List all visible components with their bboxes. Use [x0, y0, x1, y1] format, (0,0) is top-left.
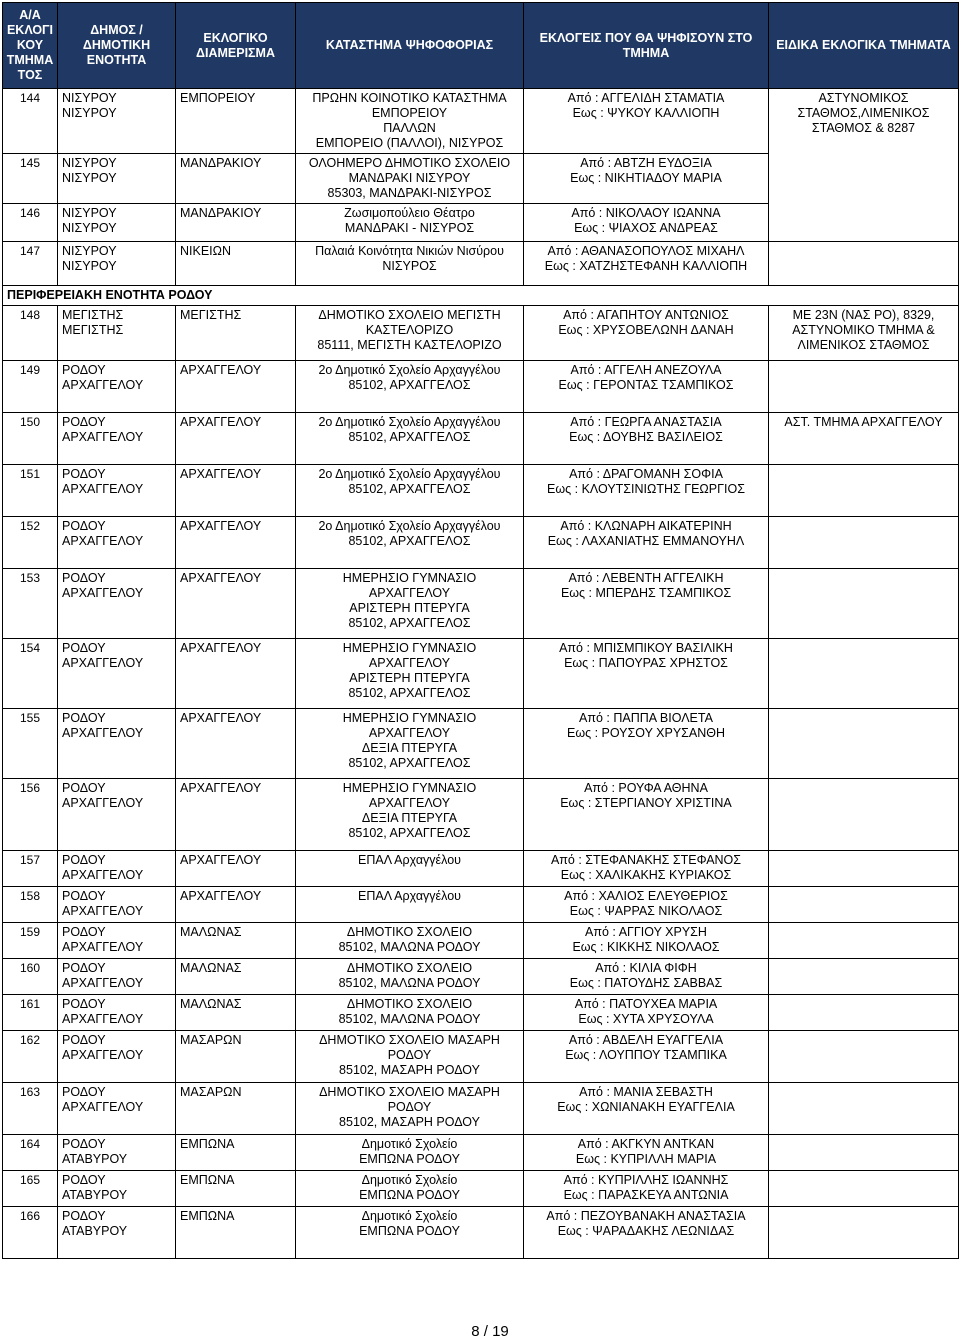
venue-cell [296, 709, 524, 779]
text-line: 85102, ΜΑΣΑΡΗ ΡΟΔΟΥ [339, 1063, 480, 1077]
text-line: ΡΟΔΟΥ [62, 1137, 106, 1151]
voters-cell [524, 1083, 769, 1135]
text-line: Εως : ΓΕΡΟΝΤΑΣ ΤΣΑΜΠΙΚΟΣ [558, 378, 734, 392]
text-line: 85102, ΜΑΛΩΝΑ ΡΟΔΟΥ [338, 940, 481, 954]
row-number: 154 [3, 639, 58, 709]
text-line: ΑΡΧΑΓΓΕΛΟΥ [62, 1100, 144, 1114]
venue-cell: ΟΛΟΗΜΕΡΟ ΔΗΜΟΤΙΚΟ ΣΧΟΛΕΙΟ ΜΑΝΔΡΑΚΙ ΝΙΣΥΡΟΥ 85303, ΜΑΝΔΡΑΚΙ-ΝΙΣΥΡΟΣ [296, 154, 524, 204]
text-line: ΔΕΞΙΑ ΠΤΕΡΥΓΑ [361, 811, 458, 825]
text-line: ΕΜΠΩΝΑ ΡΟΔΟΥ [359, 1188, 460, 1202]
venue-cell [296, 959, 524, 995]
venue-cell [296, 1031, 524, 1083]
table-row [3, 779, 959, 851]
text-line: ΡΟΔΟΥ [62, 519, 106, 533]
table-row [3, 923, 959, 959]
special-cell [769, 569, 959, 639]
text-line: Εως : ΠΑΤΟΥΔΗΣ ΣΑΒΒΑΣ [569, 976, 723, 990]
text-line: ΕΜΠΩΝΑ ΡΟΔΟΥ [359, 1224, 460, 1238]
municipality-cell [58, 887, 176, 923]
row-number: 166 [3, 1207, 58, 1259]
voters-cell [524, 923, 769, 959]
row-number: 150 [3, 413, 58, 465]
text-line: Από : ΠΕΖΟΥΒΑΝΑΚΗ ΑΝΑΣΤΑΣΙΑ [546, 1209, 746, 1223]
text-line: ΑΡΧΑΓΓΕΛΟΥ [368, 726, 451, 740]
row-number: 153 [3, 569, 58, 639]
row-number: 148 [3, 306, 58, 361]
text-line: ΔΕΞΙΑ ΠΤΕΡΥΓΑ [361, 741, 458, 755]
voters-cell: Από : ΝΙΚΟΛΑΟΥ ΙΩΑΝΝΑ Εως : ΨΙΑΧΟΣ ΑΝΔΡΕΑΣ [524, 204, 769, 242]
text-line: 85102, ΑΡΧΑΓΓΕΛΟΣ [348, 826, 471, 840]
district-cell: ΑΡΧΑΓΓΕΛΟΥ [176, 639, 296, 709]
voters-cell: Από : ΑΒΤΖΗ ΕΥΔΟΞΙΑ Εως : ΝΙΚΗΤΙΑΔΟΥ ΜΑΡΙΑ [524, 154, 769, 204]
text-line: Από : ΚΙΛΙΑ ΦΙΦΗ [595, 961, 697, 975]
district-cell: ΑΡΧΑΓΓΕΛΟΥ [176, 517, 296, 569]
text-line: Από : ΔΡΑΓΟΜΑΝΗ ΣΟΦΙΑ [569, 467, 723, 481]
district-cell: ΝΙΚΕΙΩΝ [176, 242, 296, 286]
table-row [3, 1171, 959, 1207]
region-row [3, 286, 959, 306]
table-row [3, 413, 959, 465]
text-line: ΔΗΜΟΤΙΚΟ ΣΧΟΛΕΙΟ ΜΑΣΑΡΗ [319, 1033, 500, 1047]
header-special: ΕΙΔΙΚΑ ΕΚΛΟΓΙΚΑ ΤΜΗΜΑΤΑ [769, 3, 959, 89]
text-line: Εως : ΣΤΕΡΓΙΑΝΟΥ ΧΡΙΣΤΙΝΑ [560, 796, 732, 810]
text-line: ΡΟΔΟΥ [62, 961, 106, 975]
district-cell: ΑΡΧΑΓΓΕΛΟΥ [176, 465, 296, 517]
municipality-cell: ΜΕΓΙΣΤΗΣ ΜΕΓΙΣΤΗΣ [58, 306, 176, 361]
voters-cell [524, 851, 769, 887]
row-number: 164 [3, 1135, 58, 1171]
district-cell: ΑΡΧΑΓΓΕΛΟΥ [176, 779, 296, 851]
row-number: 161 [3, 995, 58, 1031]
text-line: ΑΡΧΑΓΓΕΛΟΥ [62, 482, 144, 496]
district-cell: ΜΑΛΩΝΑΣ [176, 959, 296, 995]
text-line: Από : ΜΠΙΣΜΠΙΚΟΥ ΒΑΣΙΛΙΚΗ [559, 641, 733, 655]
text-line: ΑΡΧΑΓΓΕΛΟΥ [62, 726, 144, 740]
municipality-cell [58, 639, 176, 709]
text-line: Από : ΚΥΠΡΙΛΛΗΣ ΙΩΑΝΝΗΣ [563, 1173, 729, 1187]
voters-cell [524, 1031, 769, 1083]
special-cell [769, 995, 959, 1031]
text-line: Από : ΧΑΛΙΟΣ ΕΛΕΥΘΕΡΙΟΣ [564, 889, 728, 903]
text-line: ΑΡΧΑΓΓΕΛΟΥ [62, 656, 144, 670]
table-row [3, 1135, 959, 1171]
venue-cell [296, 1207, 524, 1259]
text-line: Από : ΚΛΩΝΑΡΗ ΑΙΚΑΤΕΡΙΝΗ [560, 519, 732, 533]
text-line: ΑΡΙΣΤΕΡΗ ΠΤΕΡΥΓΑ [349, 601, 470, 615]
text-line: 85102, ΑΡΧΑΓΓΕΛΟΣ [348, 430, 471, 444]
text-line: Εως : ΠΑΡΑΣΚΕΥΑ ΑΝΤΩΝΙΑ [563, 1188, 729, 1202]
text-line: ΡΟΔΟΥ [62, 889, 106, 903]
row-number: 160 [3, 959, 58, 995]
special-cell [769, 1031, 959, 1083]
text-line: 2ο Δημοτικό Σχολείο Αρχαγγέλου [318, 519, 501, 533]
text-line: ΗΜΕΡΗΣΙΟ ΓΥΜΝΑΣΙΟ [342, 711, 477, 725]
municipality-cell [58, 779, 176, 851]
municipality-cell [58, 1083, 176, 1135]
region-label: ΠΕΡΙΦΕΡΕΙΑΚΗ ΕΝΟΤΗΤΑ ΡΟΔΟΥ [3, 286, 959, 306]
text-line: Εως : ΛΑΧΑΝΙΑΤΗΣ ΕΜΜΑΝΟΥΗΛ [547, 534, 745, 548]
district-cell: ΕΜΠΩΝΑ [176, 1135, 296, 1171]
district-cell: ΜΑΣΑΡΩΝ [176, 1031, 296, 1083]
table-row [3, 887, 959, 923]
voters-cell [524, 779, 769, 851]
row-number: 158 [3, 887, 58, 923]
text-line: ΔΗΜΟΤΙΚΟ ΣΧΟΛΕΙΟ [346, 997, 473, 1011]
text-line: ΡΟΔΟΥ [62, 1085, 106, 1099]
municipality-cell: ΝΙΣΥΡΟΥ ΝΙΣΥΡΟΥ [58, 154, 176, 204]
text-line: Εως : ΠΑΠΟΥΡΑΣ ΧΡΗΣΤΟΣ [564, 656, 728, 670]
row-number: 151 [3, 465, 58, 517]
row-number: 149 [3, 361, 58, 413]
voters-cell [524, 639, 769, 709]
text-line: 85102, ΑΡΧΑΓΓΕΛΟΣ [348, 616, 471, 630]
text-line: ΑΡΧΑΓΓΕΛΟΥ [62, 586, 144, 600]
text-line: ΑΡΧΑΓΓΕΛΟΥ [62, 534, 144, 548]
text-line: ΗΜΕΡΗΣΙΟ ΓΥΜΝΑΣΙΟ [342, 571, 477, 585]
special-cell [769, 1207, 959, 1259]
venue-cell [296, 517, 524, 569]
table-row [3, 709, 959, 779]
district-cell: ΜΑΛΩΝΑΣ [176, 923, 296, 959]
municipality-cell [58, 959, 176, 995]
text-line: Από : ΡΟΥΦΑ ΑΘΗΝΑ [584, 781, 708, 795]
table-row [3, 995, 959, 1031]
text-line: ΑΡΧΑΓΓΕΛΟΥ [62, 976, 144, 990]
text-line: ΡΟΔΟΥ [62, 1209, 106, 1223]
row-number: 146 [3, 204, 58, 242]
text-line: ΑΡΧΑΓΓΕΛΟΥ [62, 904, 144, 918]
page-number: 8 / 19 [471, 1323, 509, 1340]
district-cell: ΑΡΧΑΓΓΕΛΟΥ [176, 851, 296, 887]
text-line: 85102, ΑΡΧΑΓΓΕΛΟΣ [348, 482, 471, 496]
venue-cell [296, 361, 524, 413]
municipality-cell [58, 465, 176, 517]
text-line: ΡΟΔΟΥ [62, 997, 106, 1011]
municipality-cell [58, 923, 176, 959]
text-line: Εως : ΚΥΠΡΙΛΛΗ ΜΑΡΙΑ [575, 1152, 717, 1166]
district-cell: ΜΑΝΔΡΑΚΙΟΥ [176, 204, 296, 242]
text-line: 85102, ΑΡΧΑΓΓΕΛΟΣ [348, 378, 471, 392]
venue-cell: ΔΗΜΟΤΙΚΟ ΣΧΟΛΕΙΟ ΜΕΓΙΣΤΗ ΚΑΣΤΕΛΟΡΙΖΟ 85111, ΜΕΓΙΣΤΗ ΚΑΣΤΕΛΟΡΙΖΟ [296, 306, 524, 361]
table-row [3, 242, 959, 286]
text-line: Από : ΓΕΩΡΓΑ ΑΝΑΣΤΑΣΙΑ [570, 415, 722, 429]
text-line: ΡΟΔΟΥ [62, 1033, 106, 1047]
venue-cell [296, 851, 524, 887]
venue-cell [296, 413, 524, 465]
municipality-cell [58, 1031, 176, 1083]
header-district: ΕΚΛΟΓΙΚΟ ΔΙΑΜΕΡΙΣΜΑ [176, 3, 296, 89]
header-voters: ΕΚΛΟΓΕΙΣ ΠΟΥ ΘΑ ΨΗΦΙΣΟΥΝ ΣΤΟ ΤΜΗΜΑ [524, 3, 769, 89]
table-row [3, 851, 959, 887]
table-row [3, 569, 959, 639]
row-number: 147 [3, 242, 58, 286]
text-line: Εως : ΛΟΥΠΠΟΥ ΤΣΑΜΠΙΚΑ [565, 1048, 727, 1062]
text-line: ΑΡΧΑΓΓΕΛΟΥ [62, 430, 144, 444]
table-row [3, 639, 959, 709]
municipality-cell [58, 1135, 176, 1171]
voters-cell [524, 995, 769, 1031]
district-cell: ΜΑΣΑΡΩΝ [176, 1083, 296, 1135]
venue-cell [296, 639, 524, 709]
venue-cell: Ζωσιμοπούλειο Θέατρο ΜΑΝΔΡΑΚΙ - ΝΙΣΥΡΟΣ [296, 204, 524, 242]
row-number: 157 [3, 851, 58, 887]
venue-cell [296, 995, 524, 1031]
municipality-cell [58, 413, 176, 465]
text-line: Από : ΣΤΕΦΑΝΑΚΗΣ ΣΤΕΦΑΝΟΣ [550, 853, 742, 867]
text-line: ΡΟΔΟΥ [62, 781, 106, 795]
municipality-cell [58, 517, 176, 569]
special-cell: ΜΕ 23Ν (ΝΑΣ ΡΟ), 8329, ΑΣΤΥΝΟΜΙΚΟ ΤΜΗΜΑ & ΛΙΜΕΝΙΚΟΣ ΣΤΑΘΜΟΣ [769, 306, 959, 361]
text-line: ΡΟΔΟΥ [387, 1048, 432, 1062]
venue-cell [296, 1083, 524, 1135]
text-line: Από : ΑΓΓΕΛΗ ΑΝΕΖΟΥΛΑ [570, 363, 722, 377]
special-cell [769, 779, 959, 851]
row-number: 145 [3, 154, 58, 204]
voters-cell [524, 1207, 769, 1259]
table-row [3, 1031, 959, 1083]
district-cell: ΕΜΠΩΝΑ [176, 1207, 296, 1259]
venue-cell [296, 887, 524, 923]
municipality-cell [58, 709, 176, 779]
text-line: ΑΡΧΑΓΓΕΛΟΥ [368, 796, 451, 810]
table-row [3, 361, 959, 413]
row-number: 163 [3, 1083, 58, 1135]
voters-cell [524, 569, 769, 639]
municipality-cell: ΝΙΣΥΡΟΥ ΝΙΣΥΡΟΥ [58, 204, 176, 242]
text-line: 85102, ΜΑΣΑΡΗ ΡΟΔΟΥ [339, 1115, 480, 1129]
header-aa: Α/Α ΕΚΛΟΓΙ ΚΟΥ ΤΜΗΜΑ ΤΟΣ [3, 3, 58, 89]
text-line: Εως : ΨΑΡΑΔΑΚΗΣ ΛΕΩΝΙΔΑΣ [557, 1224, 735, 1238]
voters-cell [524, 1171, 769, 1207]
text-line: ΑΡΧΑΓΓΕΛΟΥ [62, 1048, 144, 1062]
municipality-cell [58, 569, 176, 639]
text-line: ΡΟΔΟΥ [62, 853, 106, 867]
table-row [3, 465, 959, 517]
text-line: Από : ΠΑΤΟΥΧΕΑ ΜΑΡΙΑ [574, 997, 718, 1011]
venue-cell [296, 569, 524, 639]
text-line: Δημοτικό Σχολείο [361, 1137, 458, 1151]
text-line: 85102, ΑΡΧΑΓΓΕΛΟΣ [348, 756, 471, 770]
text-line: Εως : ΨΑΡΡΑΣ ΝΙΚΟΛΑΟΣ [569, 904, 723, 918]
text-line: 85102, ΑΡΧΑΓΓΕΛΟΣ [348, 686, 471, 700]
row-number: 156 [3, 779, 58, 851]
special-cell [769, 887, 959, 923]
venue-cell [296, 923, 524, 959]
voters-cell: Από : ΑΓΑΠΗΤΟΥ ΑΝΤΩΝΙΟΣ Εως : ΧΡΥΣΟΒΕΛΩΝΗ ΔΑΝΑΗ [524, 306, 769, 361]
text-line: ΑΤΑΒΥΡΟΥ [62, 1188, 128, 1202]
text-line: ΡΟΔΟΥ [62, 711, 106, 725]
text-line: 85102, ΜΑΛΩΝΑ ΡΟΔΟΥ [338, 1012, 481, 1026]
text-line: ΡΟΔΟΥ [62, 571, 106, 585]
text-line: Δημοτικό Σχολείο [361, 1173, 458, 1187]
table-row [3, 1207, 959, 1259]
text-line: ΡΟΔΟΥ [62, 1173, 106, 1187]
polling-stations-table [2, 2, 959, 1259]
municipality-cell [58, 995, 176, 1031]
table-row [3, 959, 959, 995]
text-line: ΕΠΑΛ Αρχαγγέλου [358, 889, 461, 903]
text-line: ΡΟΔΟΥ [387, 1100, 432, 1114]
text-line: Εως : ΡΟΥΣΟΥ ΧΡΥΣΑΝΘΗ [566, 726, 726, 740]
municipality-cell: ΝΙΣΥΡΟΥ ΝΙΣΥΡΟΥ [58, 89, 176, 154]
text-line: ΑΡΧΑΓΓΕΛΟΥ [62, 868, 144, 882]
venue-cell [296, 465, 524, 517]
table-row [3, 89, 959, 154]
text-line: Από : ΜΑΝΙΑ ΣΕΒΑΣΤΗ [579, 1085, 713, 1099]
district-cell: ΕΜΠΟΡΕΙΟΥ [176, 89, 296, 154]
municipality-cell: ΝΙΣΥΡΟΥ ΝΙΣΥΡΟΥ [58, 242, 176, 286]
text-line: ΑΡΙΣΤΕΡΗ ΠΤΕΡΥΓΑ [349, 671, 470, 685]
voters-cell [524, 517, 769, 569]
text-line: ΡΟΔΟΥ [62, 363, 106, 377]
text-line: 85102, ΜΑΛΩΝΑ ΡΟΔΟΥ [338, 976, 481, 990]
text-line: Εως : ΧΩΝΙΑΝΑΚΗ ΕΥΑΓΓΕΛΙΑ [557, 1100, 735, 1114]
text-line: ΕΠΑΛ Αρχαγγέλου [358, 853, 461, 867]
district-cell: ΜΑΛΩΝΑΣ [176, 995, 296, 1031]
special-cell [769, 361, 959, 413]
venue-cell: Παλαιά Κοινότητα Νικιών Νισύρου ΝΙΣΥΡΟΣ [296, 242, 524, 286]
special-cell [769, 465, 959, 517]
text-line: ΑΤΑΒΥΡΟΥ [62, 1224, 128, 1238]
row-number: 144 [3, 89, 58, 154]
row-number: 152 [3, 517, 58, 569]
municipality-cell [58, 851, 176, 887]
text-line: ΗΜΕΡΗΣΙΟ ΓΥΜΝΑΣΙΟ [342, 781, 477, 795]
venue-cell [296, 1135, 524, 1171]
special-cell [769, 1083, 959, 1135]
municipality-cell [58, 1171, 176, 1207]
row-number: 165 [3, 1171, 58, 1207]
header-municipality: ΔΗΜΟΣ / ΔΗΜΟΤΙΚΗ ΕΝΟΤΗΤΑ [58, 3, 176, 89]
text-line: 2ο Δημοτικό Σχολείο Αρχαγγέλου [318, 363, 501, 377]
text-line: Εως : ΚΛΟΥΤΣΙΝΙΩΤΗΣ ΓΕΩΡΓΙΟΣ [547, 482, 745, 496]
district-cell: ΜΑΝΔΡΑΚΙΟΥ [176, 154, 296, 204]
text-line: ΑΡΧΑΓΓΕΛΟΥ [62, 940, 144, 954]
special-cell: ΑΣΤ. ΤΜΗΜΑ ΑΡΧΑΓΓΕΛΟΥ [769, 413, 959, 465]
text-line: Από : ΑΒΔΕΛΗ ΕΥΑΓΓΕΛΙΑ [568, 1033, 724, 1047]
district-cell: ΑΡΧΑΓΓΕΛΟΥ [176, 413, 296, 465]
text-line: 2ο Δημοτικό Σχολείο Αρχαγγέλου [318, 467, 501, 481]
text-line: ΗΜΕΡΗΣΙΟ ΓΥΜΝΑΣΙΟ [342, 641, 477, 655]
municipality-cell [58, 361, 176, 413]
table-row [3, 1083, 959, 1135]
district-cell: ΜΕΓΙΣΤΗΣ [176, 306, 296, 361]
district-cell: ΕΜΠΩΝΑ [176, 1171, 296, 1207]
header-venue: ΚΑΤΑΣΤΗΜΑ ΨΗΦΟΦΟΡΙΑΣ [296, 3, 524, 89]
text-line: ΡΟΔΟΥ [62, 641, 106, 655]
special-cell [769, 959, 959, 995]
special-cell [769, 709, 959, 779]
text-line: ΑΡΧΑΓΓΕΛΟΥ [62, 1012, 144, 1026]
text-line: Από : ΑΚΓΚΥΝ ΑΝΤΚΑΝ [577, 1137, 715, 1151]
special-cell [769, 923, 959, 959]
special-cell [769, 639, 959, 709]
text-line: ΑΡΧΑΓΓΕΛΟΥ [368, 586, 451, 600]
special-cell [769, 242, 959, 286]
venue-cell [296, 779, 524, 851]
voters-cell [524, 465, 769, 517]
voters-cell [524, 959, 769, 995]
district-cell: ΑΡΧΑΓΓΕΛΟΥ [176, 887, 296, 923]
voters-cell [524, 413, 769, 465]
row-number: 162 [3, 1031, 58, 1083]
text-line: Από : ΑΓΓΙΟΥ ΧΡΥΣΗ [585, 925, 707, 939]
special-cell [769, 851, 959, 887]
special-cell [769, 1171, 959, 1207]
row-number: 155 [3, 709, 58, 779]
text-line: Εως : ΜΠΕΡΔΗΣ ΤΣΑΜΠΙΚΟΣ [560, 586, 732, 600]
table-row [3, 306, 959, 361]
district-cell: ΑΡΧΑΓΓΕΛΟΥ [176, 709, 296, 779]
district-cell: ΑΡΧΑΓΓΕΛΟΥ [176, 569, 296, 639]
voters-cell: Από : ΑΓΓΕΛΙΔΗ ΣΤΑΜΑΤΙΑ Εως : ΨΥΚΟΥ ΚΑΛΛΙΟΠΗ [524, 89, 769, 154]
text-line: Από : ΠΑΠΠΑ ΒΙΟΛΕΤΑ [579, 711, 713, 725]
text-line: ΑΡΧΑΓΓΕΛΟΥ [62, 796, 144, 810]
text-line: ΔΗΜΟΤΙΚΟ ΣΧΟΛΕΙΟ [346, 961, 473, 975]
voters-cell [524, 361, 769, 413]
text-line: Εως : ΧΑΛΙΚΑΚΗΣ ΚΥΡΙΑΚΟΣ [560, 868, 732, 882]
table-row [3, 517, 959, 569]
text-line: ΑΤΑΒΥΡΟΥ [62, 1152, 128, 1166]
venue-cell [296, 1171, 524, 1207]
text-line: ΔΗΜΟΤΙΚΟ ΣΧΟΛΕΙΟ [346, 925, 473, 939]
text-line: Δημοτικό Σχολείο [361, 1209, 458, 1223]
text-line: 2ο Δημοτικό Σχολείο Αρχαγγέλου [318, 415, 501, 429]
voters-cell [524, 887, 769, 923]
text-line: ΔΗΜΟΤΙΚΟ ΣΧΟΛΕΙΟ ΜΑΣΑΡΗ [319, 1085, 500, 1099]
text-line: ΡΟΔΟΥ [62, 415, 106, 429]
voters-cell [524, 1135, 769, 1171]
text-line: ΑΡΧΑΓΓΕΛΟΥ [62, 378, 144, 392]
text-line: Εως : ΧΥΤΑ ΧΡΥΣΟΥΛΑ [578, 1012, 714, 1026]
special-cell [769, 1135, 959, 1171]
special-cell [769, 517, 959, 569]
header-row [3, 3, 959, 89]
venue-cell: ΠΡΩΗΝ ΚΟΙΝΟΤΙΚΟ ΚΑΤΑΣΤΗΜΑ ΕΜΠΟΡΕΙΟΥ ΠΑΛΛΩΝ ΕΜΠΟΡΕΙΟ (ΠΑΛΛΟΙ), ΝΙΣΥΡΟΣ [296, 89, 524, 154]
text-line: ΡΟΔΟΥ [62, 467, 106, 481]
text-line: Εως : ΚΙΚΚΗΣ ΝΙΚΟΛΑΟΣ [572, 940, 720, 954]
text-line: ΑΡΧΑΓΓΕΛΟΥ [368, 656, 451, 670]
text-line: Εως : ΔΟΥΒΗΣ ΒΑΣΙΛΕΙΟΣ [569, 430, 723, 444]
municipality-cell [58, 1207, 176, 1259]
text-line: ΡΟΔΟΥ [62, 925, 106, 939]
voters-cell: Από : ΑΘΑΝΑΣΟΠΟΥΛΟΣ ΜΙΧΑΗΛ Εως : ΧΑΤΖΗΣΤΕΦΑΝΗ ΚΑΛΛΙΟΠΗ [524, 242, 769, 286]
district-cell: ΑΡΧΑΓΓΕΛΟΥ [176, 361, 296, 413]
voters-cell [524, 709, 769, 779]
text-line: 85102, ΑΡΧΑΓΓΕΛΟΣ [348, 534, 471, 548]
text-line: ΕΜΠΩΝΑ ΡΟΔΟΥ [359, 1152, 460, 1166]
text-line: Από : ΛΕΒΕΝΤΗ ΑΓΓΕΛΙΚΗ [568, 571, 724, 585]
special-cell: ΑΣΤΥΝΟΜΙΚΟΣ ΣΤΑΘΜΟΣ,ΛΙΜΕΝΙΚΟΣ ΣΤΑΘΜΟΣ & 8287 [769, 89, 959, 242]
row-number: 159 [3, 923, 58, 959]
